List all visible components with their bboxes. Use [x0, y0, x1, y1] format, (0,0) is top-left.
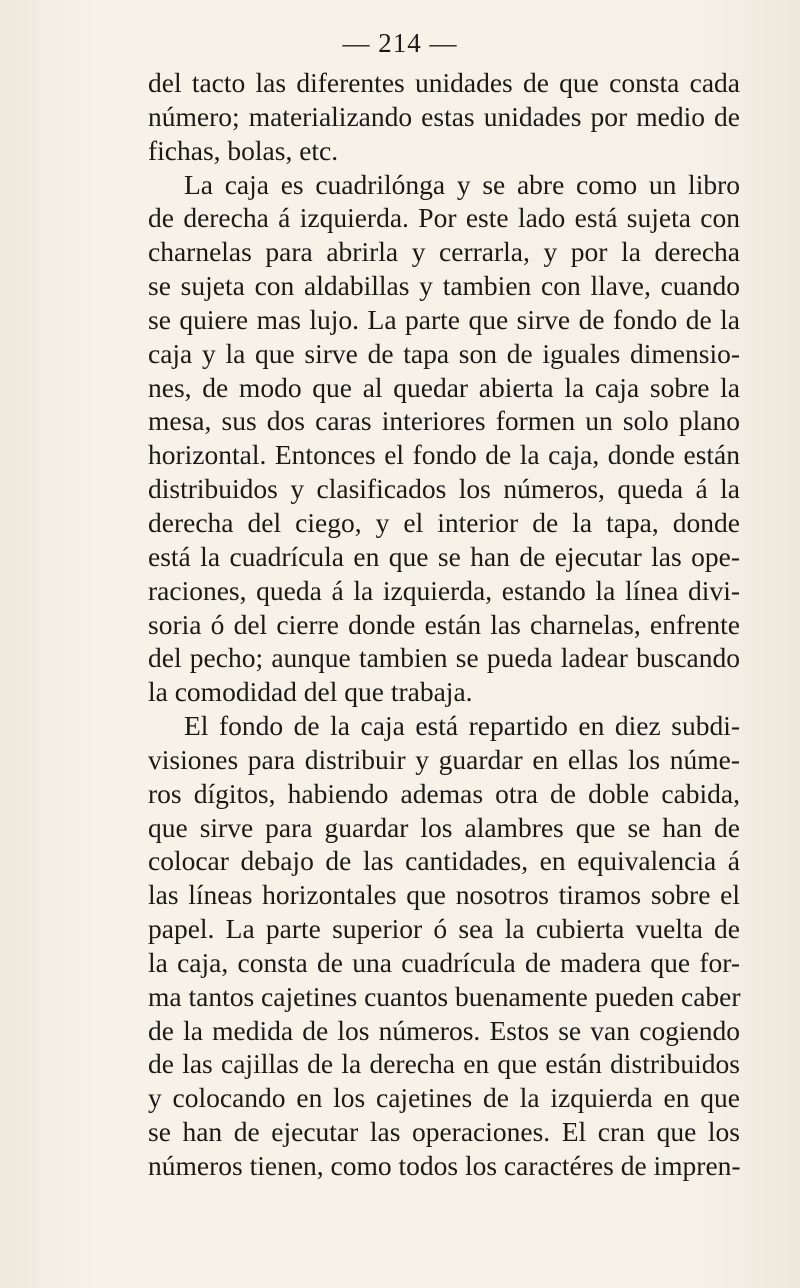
text-line: soria ó del cierre donde están las charnelas, enfrente [148, 608, 740, 640]
text-line: ros dígitos, habiendo ademas otra de doble cabida, [148, 777, 740, 809]
text-line: se sujeta con aldabillas y tambien con llave, cuando [148, 270, 740, 302]
text-line: nes, de modo que al quedar abierta la caja sobre la [148, 371, 740, 403]
text-line: caja y la que sirve de tapa son de iguales dimensio- [148, 337, 740, 369]
text-line: ma tantos cajetines cuantos buenamente pueden caber [148, 980, 741, 1012]
text-line: colocar debajo de las cantidades, en equivalencia á [148, 845, 740, 877]
text-line: horizontal. Entonces el fondo de la caja, donde están [148, 439, 740, 471]
text-line: fichas, bolas, etc. [148, 134, 339, 166]
body-text [148, 66, 740, 1183]
text-line: número; materializando estas unidades por medio de [148, 100, 740, 132]
text-line: de la medida de los números. Estos se van cogiendo [148, 1014, 740, 1046]
text-line: derecha del ciego, y el interior de la tapa, donde [148, 506, 740, 538]
text-line: charnelas para abrirla y cerrarla, y por la derecha [148, 236, 740, 268]
text-line: se quiere mas lujo. La parte que sirve de fondo de la [148, 303, 740, 335]
text-line: papel. La parte superior ó sea la cubierta vuelta de [148, 913, 740, 945]
text-line: las líneas horizontales que nosotros tiramos sobre el [148, 879, 740, 911]
text-line: la caja, consta de una cuadrícula de madera que for- [148, 946, 740, 978]
text-line: se han de ejecutar las operaciones. El cran que los [148, 1116, 740, 1148]
text-line: mesa, sus dos caras interiores formen un solo plano [148, 405, 740, 437]
text-line: del pecho; aunque tambien se pueda ladear buscando [148, 642, 740, 674]
text-line: que sirve para guardar los alambres que se han de [148, 811, 740, 843]
text-line: visiones para distribuir y guardar en ellas los núme- [148, 743, 740, 775]
text-line: números tienen, como todos los caractéres de impren- [148, 1150, 741, 1181]
text-line: está la cuadrícula en que se han de ejecutar las ope- [148, 540, 740, 572]
text-line: y colocando en los cajetines de la izquierda en que [148, 1082, 740, 1114]
text-line: del tacto las diferentes unidades de que consta cada [148, 67, 740, 98]
text-line: de derecha á izquierda. Por este lado está sujeta con [148, 202, 740, 234]
text-line: El fondo de la caja está repartido en diez subdi- [184, 710, 740, 742]
text-line: distribuidos y clasificados los números, queda á la [148, 473, 740, 505]
text-line: la comodidad del que trabaja. [148, 676, 473, 708]
text-line: raciones, queda á la izquierda, estando la línea divi- [148, 574, 740, 606]
text-line: de las cajillas de la derecha en que están distribuidos [148, 1048, 740, 1080]
page-number: — 214 — [342, 28, 458, 58]
text-line: La caja es cuadrilónga y se abre como un libro [184, 168, 740, 200]
